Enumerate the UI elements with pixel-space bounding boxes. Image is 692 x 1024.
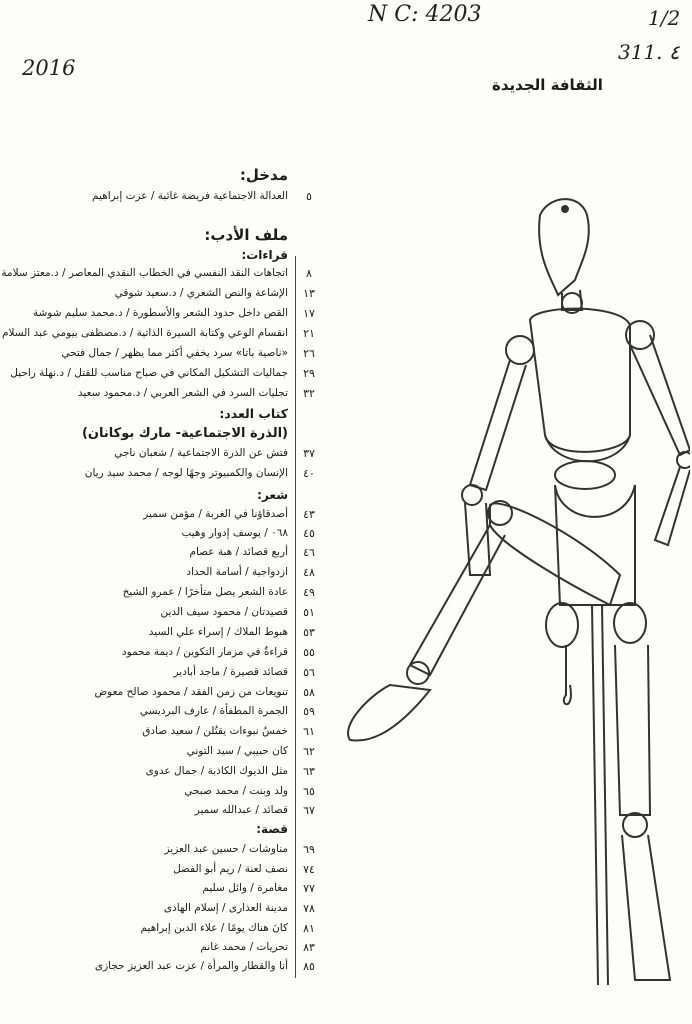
toc-entry-title: قصيدتان / محمود سيف الدين: [160, 606, 288, 618]
toc-page-number: ٦٧: [303, 804, 315, 817]
handwritten-code: 311. ٤: [618, 40, 680, 64]
toc-row: [0, 606, 692, 624]
toc-page-number: ٤٥: [303, 527, 315, 540]
toc-row: [0, 666, 692, 684]
subsection-title-poetry: شعر:: [257, 488, 288, 502]
toc-page-number: ٣٢: [303, 387, 315, 400]
toc-row: [0, 960, 692, 978]
toc-page-number: ٧٧: [303, 882, 315, 895]
magazine-logo: الثقافة الجديدة: [492, 76, 603, 94]
toc-entry-title: كان حبيبي / سيد التوني: [186, 745, 288, 757]
subsection-title-issue-book: كتاب العدد:: [219, 406, 288, 421]
toc-row: [0, 902, 692, 920]
toc-page-number: ٦١: [303, 725, 315, 738]
toc-row: [0, 586, 692, 604]
toc-entry-title: قصائد / عبدالله سمير: [194, 804, 288, 816]
toc-row: [0, 287, 692, 305]
toc-entry-title: مثل الديوك الكاذبة / جمال عدوى: [145, 765, 288, 777]
toc-page-number: ٥٨: [303, 686, 315, 699]
toc-row: [0, 467, 692, 485]
toc-entry-title: انقسام الوعي وكتابة السيرة الذاتية / د.مصطفى بيومي عبد السلام: [1, 327, 288, 339]
handwritten-catalog-number: N C: 4203: [368, 2, 482, 27]
toc-page-number: ٧٨: [303, 902, 315, 915]
toc-row: [0, 922, 692, 940]
subsection-title-story: قصة:: [256, 822, 288, 836]
toc-page-number: ٣٧: [303, 447, 315, 460]
toc-entry-title: تنويعات من زمن الفقد / محمود صالح معوض: [94, 686, 288, 698]
toc-page-number: ٨: [306, 267, 312, 280]
toc-row: [0, 843, 692, 861]
toc-page-number: ٦٣: [303, 765, 315, 778]
toc-page-number: ٥٦: [303, 666, 315, 679]
toc-entry-title: كانَ هناك يومًا / علاء الدين إبراهيم: [140, 922, 288, 934]
toc-entry-title: «ناصية باتا» سرد يخفي أكثر مما يظهر / جمال فتحي: [61, 347, 288, 359]
toc-row: [0, 527, 692, 545]
toc-page-number: ٦٥: [303, 785, 315, 798]
toc-page-number: ٢١: [303, 327, 315, 340]
section-title-literature: ملف الأدب:: [204, 226, 288, 244]
toc-row: [0, 387, 692, 405]
toc-page-number: ٨٣: [303, 941, 315, 954]
toc-page-number: ٤٩: [303, 586, 315, 599]
toc-row: [0, 327, 692, 345]
toc-entry-title: قراءةٌ في مزمار التكوين / ديمة محمود: [121, 646, 288, 658]
toc-row: [0, 447, 692, 465]
toc-page-number: ٥٥: [303, 646, 315, 659]
subsection-title-readings: قراءات:: [241, 248, 288, 262]
toc-page-number: ٧٤: [303, 863, 315, 876]
toc-page-number: ٤٣: [303, 508, 315, 521]
toc-entry-title: أربع قصائد / هبة عصام: [189, 546, 288, 558]
toc-entry-title: تجليات السرد في الشعر العربي / د.محمود سعيد: [77, 387, 288, 399]
toc-entry-title: أصدقاؤنا في الغربة / مؤمن سمير: [143, 508, 288, 520]
toc-entry-title: أنا والقطار والمرأة / عزت عبد العزيز حجازى: [94, 960, 288, 972]
toc-entry-title: عادة الشعر يصل متأخرًا / عمرو الشيخ: [122, 586, 288, 598]
toc-entry-title: نصف لعنة / ريم أبو الفضل: [173, 863, 288, 875]
toc-row: [0, 785, 692, 803]
toc-entry-title: مناوشات / حسين عبد العزيز: [164, 843, 288, 855]
toc-row: [0, 882, 692, 900]
handwritten-page-mark: 1/2: [648, 6, 681, 30]
toc-row: [0, 745, 692, 763]
toc-entry-title: جماليات التشكيل المكاني في صباح مناسب للقتل / د.نهلة راحيل: [10, 367, 288, 379]
section-title-intro: مدخل:: [239, 166, 288, 184]
toc-page-number: ٤٨: [303, 566, 315, 579]
toc-row: [0, 705, 692, 723]
toc-entry-title: ولد وبنت / محمد صبحي: [184, 785, 288, 797]
toc-page-number: ١٣: [303, 287, 315, 300]
toc-row: [0, 686, 692, 704]
toc-page-number: ٨٥: [303, 960, 315, 973]
toc-page-number: ١٧: [303, 307, 315, 320]
toc-entry-title: فتش عن الذرة الاجتماعية / شعبان ناجي: [114, 447, 288, 459]
toc-row: [0, 725, 692, 743]
toc-entry-title: مغامرة / وائل سليم: [202, 882, 288, 894]
toc-entry-title: الإنسان والكمبيوتر وجهًا لوجه / محمد سيد ريان: [84, 467, 288, 479]
toc-entry-title: ٠٦٨ / يوسف إدوار وهيب: [181, 527, 288, 539]
toc-page-number: ٥٣: [303, 626, 315, 639]
toc-row: [0, 347, 692, 365]
toc-row: [0, 626, 692, 644]
toc-page-number: ٤٦: [303, 546, 315, 559]
toc-entry-title: تحريات / محمد غانم: [200, 941, 288, 953]
toc-row: [0, 307, 692, 325]
toc-page-number: ٦٢: [303, 745, 315, 758]
toc-page-number: ٢٦: [303, 347, 315, 360]
toc-row: [0, 190, 692, 208]
toc-page-number: ٦٩: [303, 843, 315, 856]
toc-row: [0, 941, 692, 959]
toc-page-number: ٥: [306, 190, 312, 203]
toc-entry-title: العدالة الاجتماعية فريضة غائبة / عزت إبراهيم: [92, 190, 288, 202]
toc-entry-title: مدينة العذارى / إسلام الهادى: [163, 902, 288, 914]
toc-row: [0, 765, 692, 783]
toc-entry-title: الإشاعة والنص الشعري / د.سعيد شوقي: [114, 287, 288, 299]
toc-row: [0, 863, 692, 881]
toc-page-number: ٥٩: [303, 705, 315, 718]
toc-entry-title: قصائد قصيرة / ماجد أبادير: [173, 666, 288, 678]
toc-page-number: ٢٩: [303, 367, 315, 380]
toc-entry-title: القص داخل حدود الشعر والأسطورة / د.محمد سليم شوشة: [32, 307, 288, 319]
toc-page-number: ٥١: [303, 606, 315, 619]
toc-entry-title: ازدواجية / أسامة الحداد: [186, 566, 288, 578]
toc-row: [0, 267, 692, 285]
toc-entry-title: خمسُ نبوءات يقتُلن / سعيد صادق: [142, 725, 288, 737]
toc-page-number: ٤٠: [303, 467, 315, 480]
toc-row: [0, 508, 692, 526]
toc-row: [0, 566, 692, 584]
handwritten-year: 2016: [22, 56, 76, 80]
toc-row: [0, 546, 692, 564]
toc-entry-title: اتجاهات النقد النفسي في الخطاب النقدي المعاصر / د.معتز سلامة: [1, 267, 288, 279]
toc-row: [0, 367, 692, 385]
toc-entry-title: الجمرة المطفأة / عارف البرديسي: [139, 705, 288, 717]
toc-row: [0, 804, 692, 822]
toc-page-number: ٨١: [303, 922, 315, 935]
issue-book-subtitle: (الذرة الاجتماعية- مارك بوكانان): [81, 426, 288, 441]
toc-row: [0, 646, 692, 664]
toc-entry-title: هبوط الملاك / إسراء علي السيد: [148, 626, 288, 638]
